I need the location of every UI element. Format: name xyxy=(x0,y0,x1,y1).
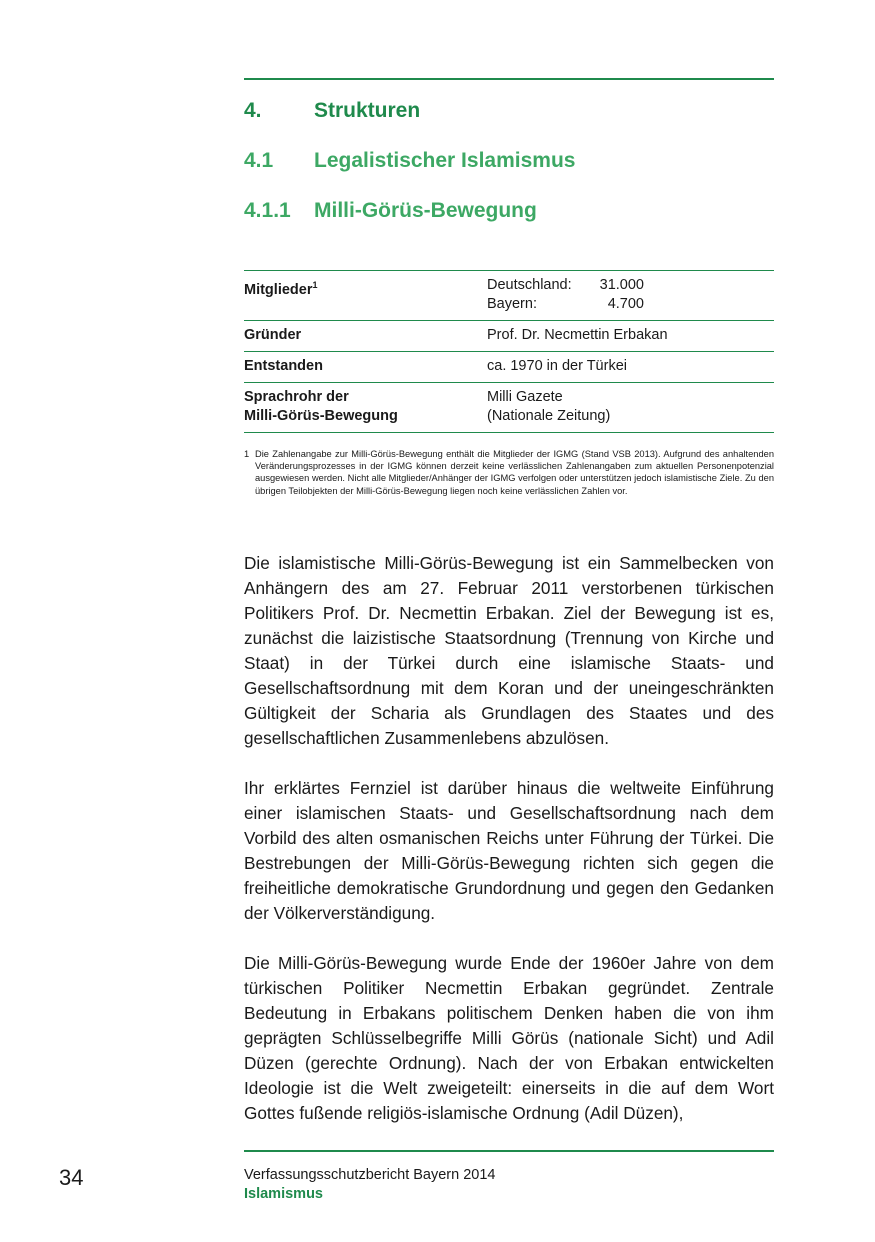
facts-row-mouthpiece xyxy=(244,383,774,433)
members-label-text: Mitglieder xyxy=(244,281,313,298)
body-paragraph: Die Milli-Görüs-Bewegung wurde Ende der 1960er Jahre von dem türkischen Politiker Necmettin Erbakan gegründet. Zentrale Bedeutung in Erbakans politischem Denken haben die von ihm geprägten Schlüsselbegriffe Milli Görüs (nationale Sicht) und Adil Düzen (gerechte Ordnung). Nach der von Erbakan entwickelten Ideologie ist die Welt zweigeteilt: einerseits in die auf dem Wort Gottes fußende religiös-islamische Ordnung (Adil Düzen), xyxy=(244,953,774,1123)
mouthpiece-value-line1: Milli Gazete xyxy=(487,389,563,405)
members-germany xyxy=(487,276,774,295)
facts-table xyxy=(244,270,774,433)
body-paragraph: Ihr erklärtes Fernziel ist darüber hinaus die weltweite Einführung einer islamischen Staats- und Gesellschaftsordnung nach dem Vorbild des alten osmanischen Reichs unter Führung der Türkei. Die Bestrebungen der Milli-Görüs-Bewegung richten sich gegen die freiheitliche demokratische Grundordnung und gegen den Gedanken der Völkerverständigung. xyxy=(244,778,774,923)
footer-divider xyxy=(244,1150,774,1152)
facts-row-members xyxy=(244,271,774,321)
heading-title: Strukturen xyxy=(314,99,421,122)
footnote xyxy=(244,448,774,497)
footer-section-name: Islamismus xyxy=(244,1186,323,1202)
members-bavaria xyxy=(487,295,774,314)
heading-level-1 xyxy=(244,98,420,124)
facts-value: ca. 1970 in der Türkei xyxy=(487,358,627,374)
mouthpiece-value-line2: (Nationale Zeitung) xyxy=(487,408,611,424)
footnote-reference: 1 xyxy=(312,280,318,290)
members-germany-value: 31.000 xyxy=(599,277,644,293)
facts-value xyxy=(487,388,774,426)
facts-label xyxy=(244,388,487,426)
facts-label: Gründer xyxy=(244,327,302,343)
heading-title: Milli-Görüs-Bewegung xyxy=(314,199,537,222)
body-paragraph: Die islamistische Milli-Görüs-Bewegung ist ein Sammelbecken von Anhängern des am 27. Februar 2011 verstorbenen türkischen Politikers Prof. Dr. Necmettin Erbakan. Ziel der Bewegung ist es, zunächst die laizistische Staatsordnung (Trennung von Kirche und Staat) in der Türkei durch eine islamische Staats- und Gesellschaftsordnung mit dem Koran und der uneingeschränkten Gültigkeit der Scharia als Grundlagen des Staates und des gesellschaftlichen Zusammenlebens abzulösen. xyxy=(244,553,774,748)
members-bavaria-key: Bayern: xyxy=(487,296,537,312)
mouthpiece-label-line1: Sprachrohr der xyxy=(244,389,349,405)
facts-row-founder xyxy=(244,321,774,352)
facts-row-founded xyxy=(244,352,774,383)
members-bavaria-value: 4.700 xyxy=(607,296,644,312)
facts-label: Entstanden xyxy=(244,358,323,374)
heading-title: Legalistischer Islamismus xyxy=(314,149,576,172)
page-number: 34 xyxy=(59,1165,84,1190)
heading-level-3 xyxy=(244,198,537,224)
members-germany-key: Deutschland: xyxy=(487,277,572,293)
footnote-text: Die Zahlenangabe zur Milli-Görüs-Bewegung enthält die Mitglieder der IGMG (Stand VSB 2013). Aufgrund des anhaltenden Veränderungsprozesses in der IGMG können derzeit keine verlässlichen Zahlenangaben zum aktuellen Personenpotenzial ausgewiesen werden. Nicht alle Mitglieder/Anhänger der IGMG verfolgen oder unterstützen jedoch islamistische Ziele. Zu den übrigen Teilobjekten der Milli-Görüs-Bewegung liegen noch keine verlässlichen Zahlen vor. xyxy=(255,449,774,496)
mouthpiece-label-line2: Milli-Görüs-Bewegung xyxy=(244,408,398,424)
heading-number: 4. xyxy=(244,99,262,122)
heading-number: 4.1 xyxy=(244,149,274,172)
footer-publication-title: Verfassungsschutzbericht Bayern 2014 xyxy=(244,1167,496,1183)
footnote-number: 1 xyxy=(244,449,250,459)
top-divider xyxy=(244,78,774,80)
facts-label xyxy=(244,276,487,314)
heading-level-2 xyxy=(244,148,575,174)
heading-number: 4.1.1 xyxy=(244,199,291,222)
facts-value xyxy=(487,276,774,314)
facts-value: Prof. Dr. Necmettin Erbakan xyxy=(487,327,668,343)
